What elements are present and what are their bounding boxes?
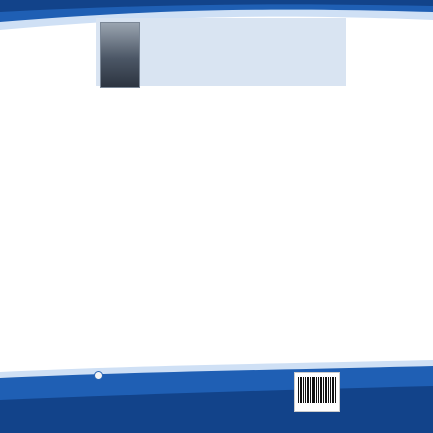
isbn-barcode <box>294 372 340 412</box>
chapter-list <box>112 300 322 336</box>
bottom-cover-band <box>0 360 433 433</box>
second-paragraph <box>112 247 332 285</box>
publisher-logo <box>94 369 174 381</box>
author-photo <box>100 22 140 88</box>
intro-paragraph <box>112 94 332 214</box>
list-item <box>112 331 322 336</box>
author-bio <box>142 26 342 84</box>
publisher-logo-icon <box>94 371 103 380</box>
